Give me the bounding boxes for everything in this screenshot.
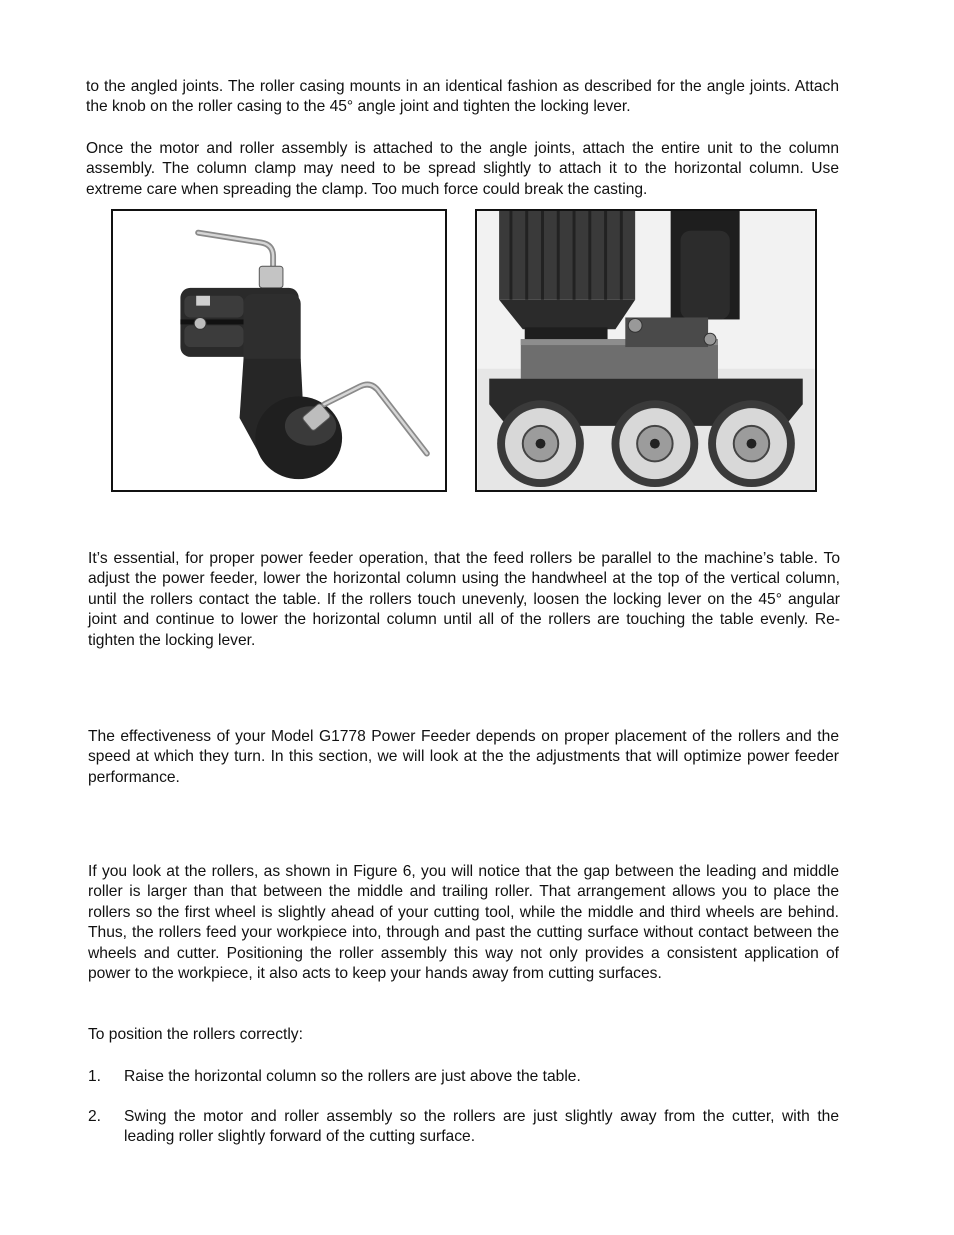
figure-roller-assembly-photo: [475, 209, 817, 492]
paragraph-parallel-rollers: It’s essential, for proper power feeder operation, that the feed rollers be parallel to the machine’s table. To adjust the power feeder, lower the horizontal column using the handwheel at the top of the vertical column, until the rollers contact the table. If the rollers touch unevenly, loosen the locking lever on the 45° angular joint and continue to lower the horizontal column until all of the rollers are touching the table evenly. Re-tighten the locking lever.: [88, 550, 840, 649]
paragraph-attach-column: Once the motor and roller assembly is attached to the angle joints, attach the entire unit to the column assembly. The column clamp may need to be spread slightly to attach it to the horizontal column. Use extreme care when spreading the clamp. Too much force could break the casting.: [86, 140, 839, 198]
feed-roller-leading: [497, 400, 584, 487]
angle-joint-illustration: [113, 211, 445, 490]
paragraph-roller-gap: If you look at the rollers, as shown in Figure 6, you will notice that the gap between the leading and middle roller is larger than that between the middle and trailing roller. That arrangement allows you to place the rollers so the first wheel is slightly ahead of your cutting tool, while the middle and third wheels are behind. Thus, the rollers feed your workpiece into, through and past the cutting surface without contact between the wheels and cutter. Positioning the roller assembly this way not only provides a consistent application of power to the workpiece, it also acts to keep your hands away from cutting surfaces.: [88, 863, 839, 983]
step-1: [88, 1067, 839, 1089]
paragraph-effectiveness: The effectiveness of your Model G1778 Power Feeder depends on proper placement of the rollers and the speed at which they turn. In this section, we will look at the the adjustments that will optimize power feeder performance.: [88, 728, 839, 786]
roller-assembly-illustration: [477, 211, 815, 490]
step-2: [88, 1107, 839, 1151]
paragraph-position-intro: To position the rollers correctly:: [88, 1026, 303, 1043]
paragraph-angle-joint: to the angled joints. The roller casing mounts in an identical fashion as described for the angle joints. Attach the knob on the roller casing to the 45° angle joint and tighten the locking lever.: [86, 78, 839, 116]
step-2-text: Swing the motor and roller assembly so the rollers are just slightly away from the cutter, with the leading roller slightly forward of the cutting surface.: [124, 1108, 839, 1146]
figure-angle-joint-photo: [111, 209, 447, 492]
feed-roller-middle: [611, 400, 698, 487]
step-1-number: 1.: [88, 1068, 102, 1085]
step-2-number: 2.: [88, 1108, 102, 1125]
step-1-text: Raise the horizontal column so the rollers are just above the table.: [124, 1068, 581, 1085]
feed-roller-trailing: [708, 400, 795, 487]
